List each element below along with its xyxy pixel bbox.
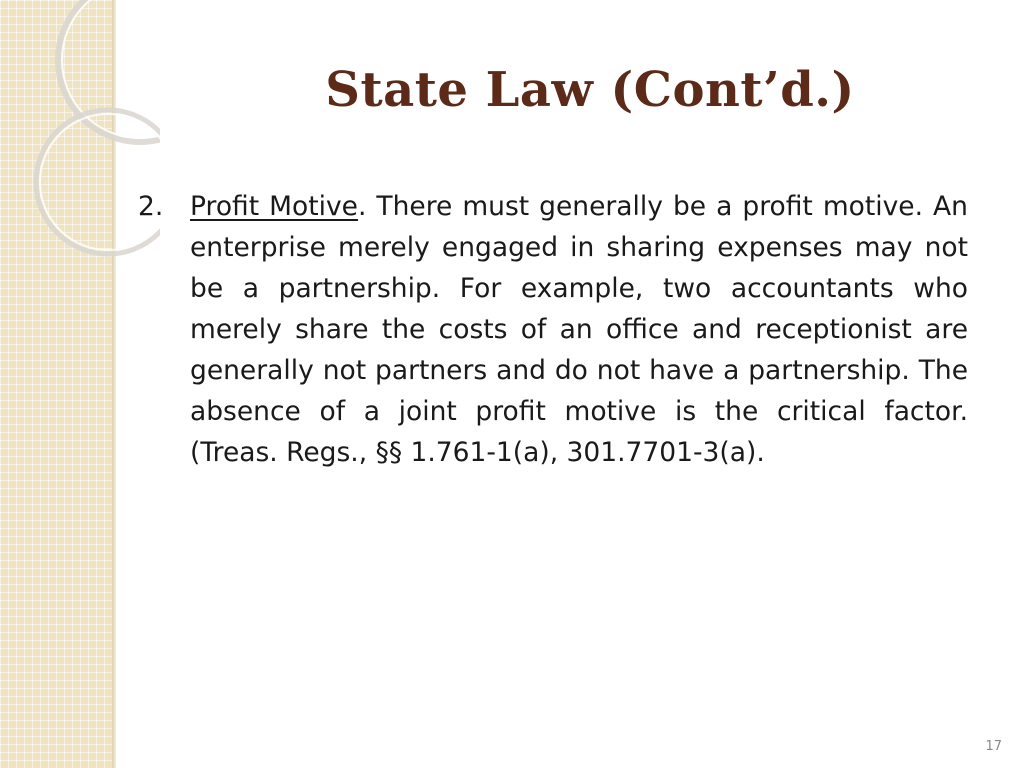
list-item [138, 186, 968, 473]
list-item-heading: Profit Motive [190, 191, 358, 222]
slide-title: State Law (Cont’d.) [325, 62, 855, 118]
list-item-number: 2. [138, 191, 164, 222]
decorative-circles [0, 0, 160, 260]
list-item-body: . There must generally be a profit motive. An enterprise merely engaged in sharing expenses may not be a partnership. For example, two accountants who merely share the costs of an office and receptionist are generally not partners and do not have a partnership. The absence of a joint profit motive is the critical factor. (Treas. Regs., §§ 1.761-1(a), 301.7701-3(a). [190, 191, 968, 468]
page-number: 17 [985, 739, 1002, 754]
list-item-text [190, 186, 968, 473]
